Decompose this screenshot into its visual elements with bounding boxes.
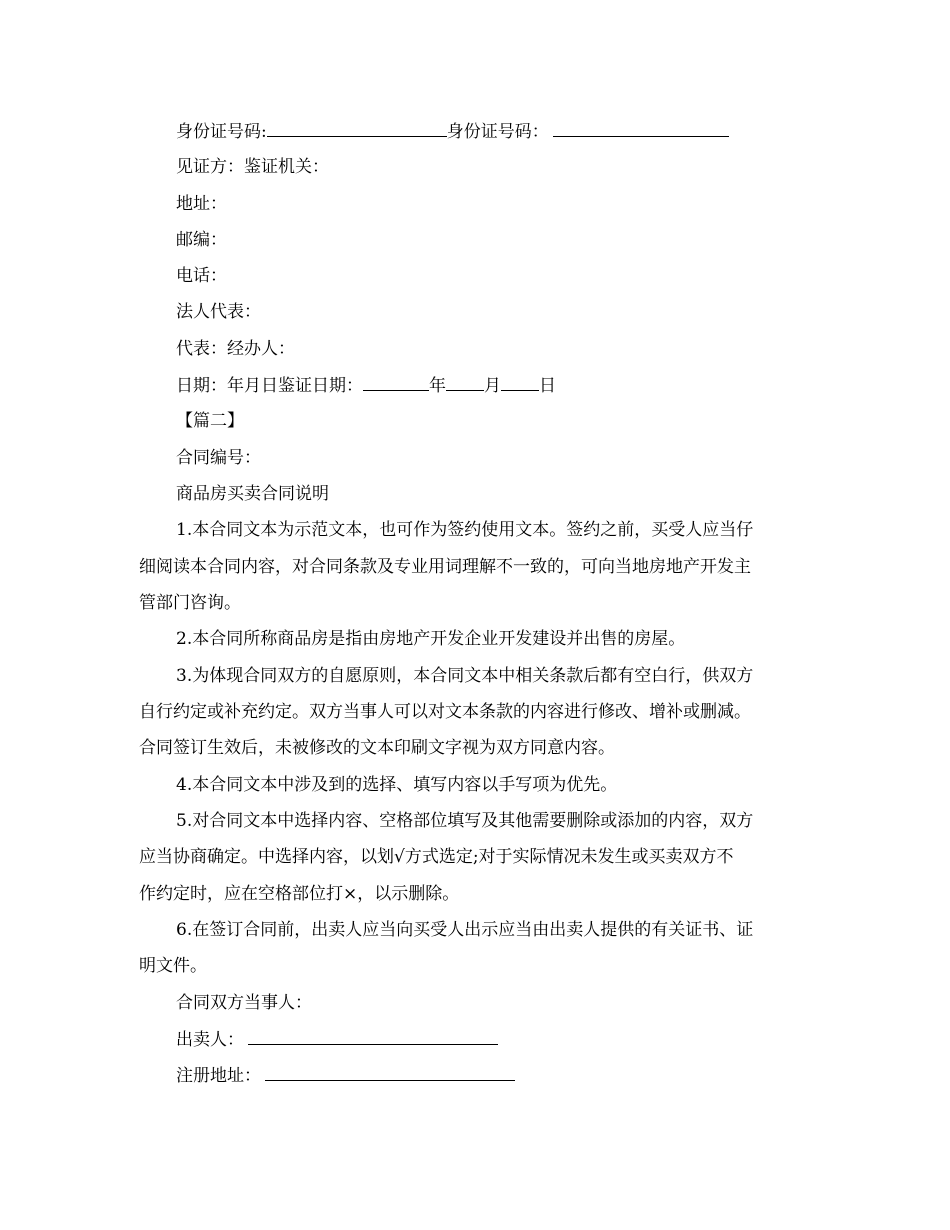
clause-5-line-1: 5.对合同文本中选择内容、空格部位填写及其他需要删除或添加的内容，双方 — [176, 811, 754, 831]
legal-rep-line: 法人代表： — [176, 302, 261, 322]
clause-5-line-3: 作约定时，应在空格部位打×，以示删除。 — [139, 884, 460, 904]
day-label: 日 — [539, 376, 556, 396]
phone-line: 电话： — [176, 266, 227, 286]
seller-blank — [248, 1027, 498, 1045]
clause-6-line-2: 明文件。 — [139, 956, 207, 976]
clause-3-line-1: 3.为体现合同双方的自愿原则，本合同文本中相关条款后都有空白行，供双方 — [176, 666, 754, 686]
section-heading: 【篇二】 — [176, 411, 244, 431]
witness-line: 见证方：鉴证机关： — [176, 157, 329, 177]
registered-address-blank — [265, 1063, 515, 1081]
agent-line: 代表：经办人： — [176, 339, 295, 359]
year-label: 年 — [429, 376, 446, 396]
clause-1-line-2: 细阅读本合同内容，对合同条款及专业用词理解不一致的，可向当地房地产开发主 — [139, 557, 751, 577]
month-blank — [446, 373, 484, 391]
postcode-line: 邮编： — [176, 230, 227, 250]
clause-2: 2.本合同所称商品房是指由房地产开发企业开发建设并出售的房屋。 — [176, 629, 686, 649]
contract-title: 商品房买卖合同说明 — [176, 484, 329, 504]
id-number-label-2: 身份证号码： — [446, 122, 549, 142]
clause-1-line-1: 1.本合同文本为示范文本，也可作为签约使用文本。签约之前，买受人应当仔 — [176, 520, 754, 540]
seller-line — [176, 1027, 498, 1052]
clause-3-line-3: 合同签订生效后，未被修改的文本印刷文字视为双方同意内容。 — [139, 738, 615, 758]
parties-heading: 合同双方当事人： — [176, 993, 312, 1013]
clause-3-line-2: 自行约定或补充约定。双方当事人可以对文本条款的内容进行修改、增补或删减。 — [139, 702, 751, 722]
id-number-blank-2 — [553, 119, 729, 137]
clause-6-line-1: 6.在签订合同前，出卖人应当向买受人出示应当由出卖人提供的有关证书、证 — [176, 920, 754, 940]
address-line: 地址： — [176, 194, 227, 214]
month-label: 月 — [484, 376, 501, 396]
seller-label: 出卖人： — [176, 1030, 244, 1050]
date-label: 日期：年月日鉴证日期： — [176, 376, 363, 396]
clause-1-line-3: 管部门咨询。 — [139, 593, 241, 613]
year-blank — [363, 373, 429, 391]
registered-address-line — [176, 1063, 515, 1088]
clause-4: 4.本合同文本中涉及到的选择、填写内容以手写项为优先。 — [176, 775, 618, 795]
date-line — [176, 373, 556, 398]
id-number-line — [176, 119, 729, 144]
id-number-blank-1 — [267, 119, 447, 137]
clause-5-line-2: 应当协商确定。中选择内容，以划√方式选定;对于实际情况未发生或买卖双方不 — [139, 847, 734, 867]
registered-address-label: 注册地址： — [176, 1066, 261, 1086]
day-blank — [501, 373, 539, 391]
id-number-label-1: 身份证号码: — [176, 122, 267, 142]
contract-number-line: 合同编号： — [176, 448, 261, 468]
